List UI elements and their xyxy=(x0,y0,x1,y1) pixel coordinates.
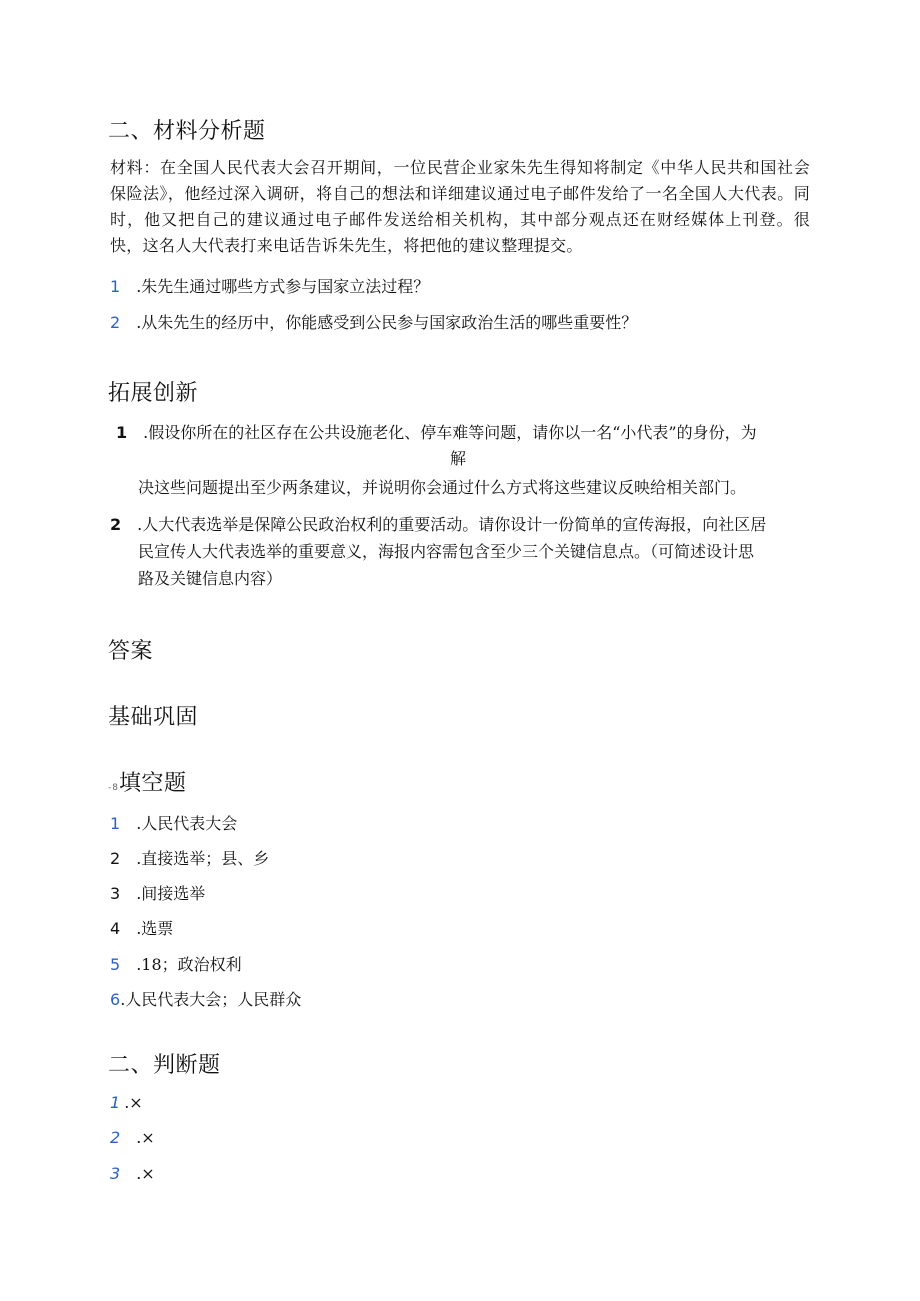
expand-question-1-line2: 解 xyxy=(450,449,467,468)
answer-number: 1 xyxy=(110,814,121,833)
judge-answer-2 xyxy=(110,1127,155,1149)
fill-answer-5 xyxy=(110,954,242,976)
question-text: .人大代表选举是保障公民政治权利的重要活动。请你设计一份简单的宣传海报，向社区居 xyxy=(137,515,767,534)
answer-number: 4 xyxy=(110,919,121,938)
question-number: 1 xyxy=(116,423,128,442)
answer-number: 3 xyxy=(110,1164,121,1183)
question-number: 2 xyxy=(110,313,121,332)
expand-question-2-line2: 民宣传人大代表选举的重要意义，海报内容需包含至少三个关键信息点。（可简述设计思 xyxy=(138,542,755,561)
section-title-expand: 拓展创新 xyxy=(108,381,199,406)
answer-text: .直接选举；县、乡 xyxy=(136,849,270,868)
fill-answer-1 xyxy=(110,813,237,835)
question-text: .从朱先生的经历中，你能感受到公民参与国家政治生活的哪些重要性？ xyxy=(136,313,638,332)
answer-text: .选票 xyxy=(136,919,174,938)
question-text: .朱先生通过哪些方式参与国家立法过程？ xyxy=(136,277,430,296)
section-title-material: 二、材料分析题 xyxy=(108,119,266,144)
expand-question-1-line3: 决这些问题提出至少两条建议，并说明你会通过什么方式将这些建议反映给相关部门。 xyxy=(138,478,747,497)
answer-text: .人民代表大会；人民群众 xyxy=(120,990,302,1009)
answers-title: 答案 xyxy=(108,639,154,664)
answer-number: 6 xyxy=(110,990,121,1009)
material-question-1 xyxy=(110,276,429,298)
expand-question-2-line3: 路及关键信息内容） xyxy=(138,569,283,588)
answer-number: 5 xyxy=(110,955,121,974)
judge-answer-3 xyxy=(110,1163,155,1185)
fill-answer-3 xyxy=(110,883,205,905)
fill-answer-2 xyxy=(110,848,269,870)
fill-section-title xyxy=(108,766,187,797)
question-number: 1 xyxy=(110,277,121,296)
expand-question-2-line1 xyxy=(110,514,766,536)
answer-number: 2 xyxy=(110,849,121,868)
judge-answer-1 xyxy=(110,1092,143,1114)
material-question-2 xyxy=(110,312,637,334)
basic-title: 基础巩固 xyxy=(108,705,199,730)
judge-section-title: 二、判断题 xyxy=(108,1053,221,1078)
fill-answer-6 xyxy=(110,989,301,1011)
answer-number: 3 xyxy=(110,884,121,903)
answer-number: 1 xyxy=(110,1093,121,1112)
answer-text: .× xyxy=(124,1093,143,1112)
question-text: .假设你所在的社区存在公共设施老化、停车难等问题，请你以一名“小代表”的身份，为 xyxy=(143,423,757,442)
question-number: 2 xyxy=(110,515,122,534)
answer-number: 2 xyxy=(110,1128,121,1147)
answer-text: .× xyxy=(136,1128,155,1147)
answer-text: .间接选举 xyxy=(136,884,206,903)
expand-question-1-line1 xyxy=(116,422,757,444)
fill-prefix: -8 xyxy=(108,783,119,793)
answer-text: .18；政治权利 xyxy=(136,955,242,974)
fill-answer-4 xyxy=(110,918,173,940)
fill-title-text: 填空题 xyxy=(118,771,187,796)
answer-text: .人民代表大会 xyxy=(136,814,238,833)
answer-text: .× xyxy=(136,1164,155,1183)
material-passage: 材料：在全国人民代表大会召开期间，一位民营企业家朱先生得知将制定《中华人民共和国社会保险法》，他经过深入调研，将自己的想法和详细建议通过电子邮件发给了一名全国人大代表。同时，他又把自己的建议通过电子邮件发送给相关机构，其中部分观点还在财经媒体上刊登。很快，这名人大代表打来电话告诉朱先生，将把他的建议整理提交。 xyxy=(110,158,810,255)
